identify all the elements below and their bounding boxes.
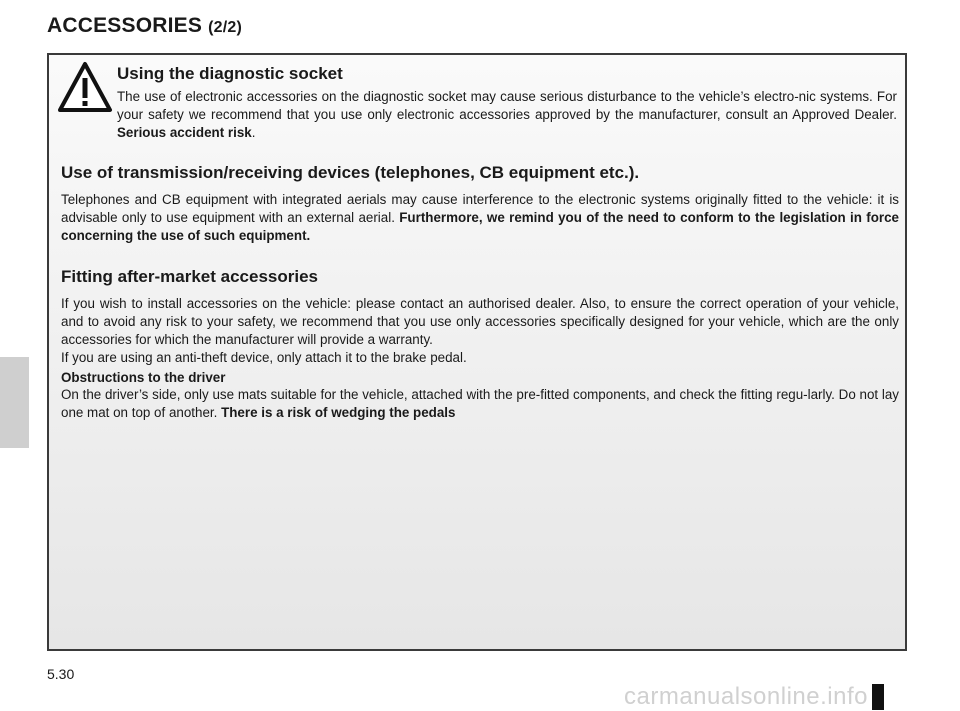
obstructions-text-body: On the driver’s side, only use mats suitable for the vehicle, attached with the pre-fitted components, and check the fitting regu-larly. Do not lay one mat on top of another.	[61, 387, 899, 420]
transmission-text-body: Telephones and CB equipment with integrated aerials may cause interference to the electronic systems originally fitted to the vehicle: it is advisable only to use equipment with an external aerial.	[61, 192, 899, 225]
content-panel	[47, 53, 907, 651]
obstructions-text	[61, 386, 899, 422]
warning-text	[117, 88, 897, 142]
transmission-heading: Use of transmission/receiving devices (telephones, CB equipment etc.).	[61, 163, 640, 182]
warning-title: Using the diagnostic socket	[117, 64, 343, 83]
page-subtitle: (2/2)	[208, 19, 243, 36]
warning-emphasis: Serious accident risk	[117, 125, 252, 140]
page-title	[47, 14, 242, 38]
transmission-emphasis: Furthermore, we remind you of the need to conform to the legislation in force concerning the use of such equipment.	[61, 210, 899, 243]
aftermarket-heading: Fitting after-market accessories	[61, 267, 318, 286]
transmission-text	[61, 191, 899, 245]
page-number: 5.30	[47, 666, 75, 682]
obstructions-emphasis: There is a risk of wedging the pedals	[221, 405, 456, 420]
chapter-tab	[0, 357, 29, 448]
warning-text-body: The use of electronic accessories on the diagnostic socket may cause serious disturbance to the vehicle’s electro-nic systems. For your safety we recommend that you use only electronic accessories approved by the manufacturer, consult an Approved Dealer.	[117, 89, 897, 122]
page-title-text: ACCESSORIES	[47, 14, 203, 37]
corner-mark	[872, 684, 884, 710]
watermark: carmanualsonline.info	[624, 683, 868, 710]
aftermarket-text-2: If you are using an anti-theft device, only attach it to the brake pedal.	[61, 350, 467, 365]
obstructions-heading: Obstructions to the driver	[61, 370, 226, 385]
warning-text-end: .	[251, 125, 256, 140]
aftermarket-text: If you wish to install accessories on the vehicle: please contact an authorised dealer. Also, to ensure the correct operation of your vehicle, and to avoid any risk to your safety, we recommend that you use only accessories specifically designed for your vehicle, which are the only accessories for which the manufacturer will provide a warranty.	[61, 296, 899, 347]
warning-triangle-icon	[57, 61, 113, 113]
